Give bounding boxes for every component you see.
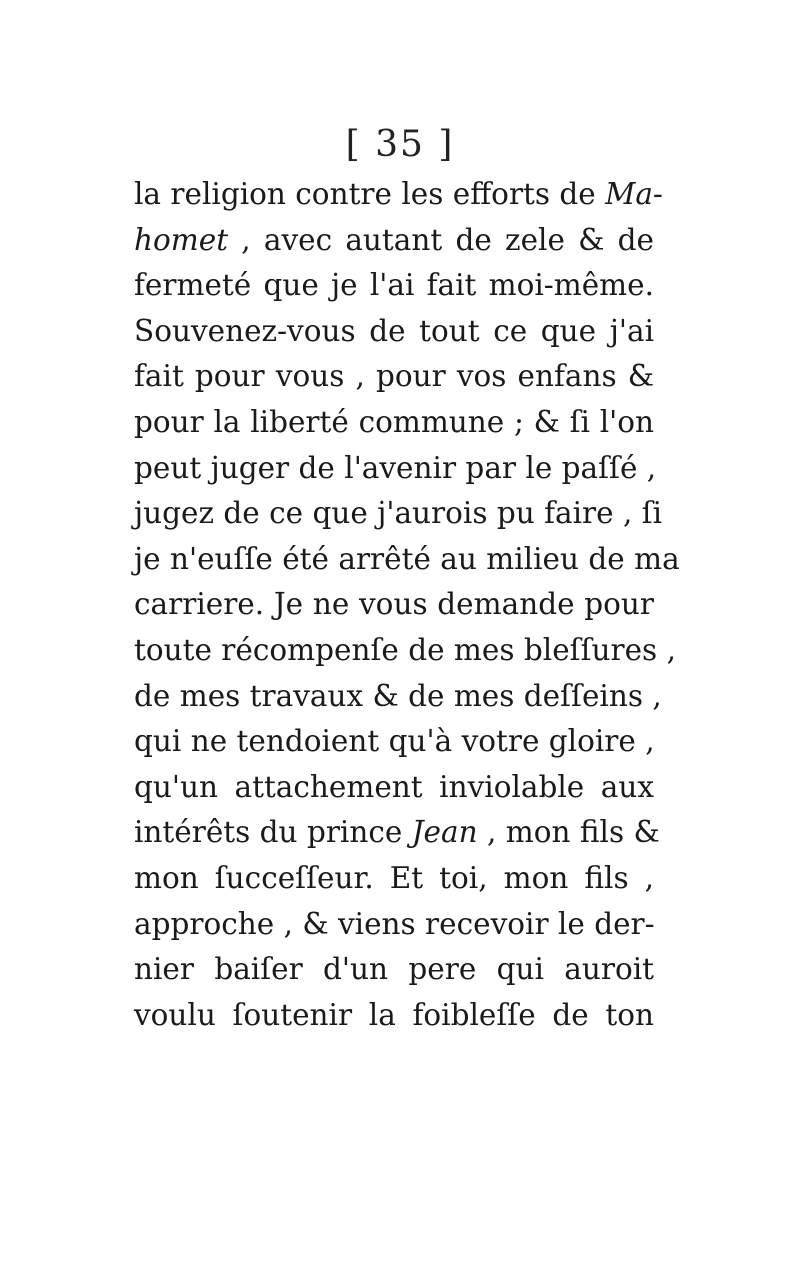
text-segment: intérêts du prince bbox=[134, 815, 412, 850]
text-segment: la religion contre les efforts de bbox=[134, 177, 606, 211]
text-line bbox=[134, 993, 654, 1039]
text-segment: nier baiſer d'un pere qui auroit bbox=[134, 952, 654, 987]
text-line bbox=[134, 354, 654, 400]
text-line bbox=[134, 810, 660, 856]
text-segment: peut juger de l'avenir par le paſſé , bbox=[134, 450, 657, 485]
italic-text: Jean bbox=[411, 815, 478, 850]
text-segment: jugez de ce que j'aurois pu faire , ſi bbox=[134, 496, 663, 531]
text-segment: voulu ſoutenir la foibleſſe de ton bbox=[134, 997, 654, 1032]
body-text bbox=[134, 172, 680, 1038]
text-line bbox=[134, 674, 662, 720]
text-segment: Souvenez-vous de tout ce que j'ai bbox=[134, 313, 654, 348]
text-line bbox=[134, 172, 663, 218]
text-line bbox=[134, 628, 676, 674]
text-line bbox=[134, 491, 663, 537]
italic-text: Ma- bbox=[605, 177, 663, 211]
text-line bbox=[134, 947, 654, 993]
text-line bbox=[134, 719, 654, 765]
text-line bbox=[134, 902, 654, 948]
text-segment: fermeté que je l'ai fait moi-même. bbox=[134, 268, 654, 303]
text-line bbox=[134, 856, 654, 902]
page-number: [ 35 ] bbox=[345, 124, 455, 165]
text-line bbox=[134, 309, 654, 355]
text-segment: , avec autant de zele & de bbox=[228, 222, 654, 257]
text-segment: je n'euſſe été arrêté au milieu de ma bbox=[134, 541, 680, 576]
text-line bbox=[134, 765, 654, 811]
text-line bbox=[134, 446, 657, 492]
text-segment: mon ſucceſſeur. Et toi, mon fils , bbox=[134, 860, 654, 895]
text-segment: qu'un attachement inviolable aux bbox=[134, 769, 654, 804]
italic-text: homet bbox=[134, 222, 229, 257]
text-segment: toute récompenſe de mes bleſſures , bbox=[134, 632, 676, 667]
text-segment: fait pour vous , pour vos enfans & bbox=[134, 359, 654, 394]
text-segment: approche , & viens recevoir le der- bbox=[134, 906, 655, 941]
text-line bbox=[134, 537, 680, 583]
text-line bbox=[134, 263, 654, 309]
text-line bbox=[134, 400, 654, 446]
text-segment: pour la liberté commune ; & ſi l'on bbox=[134, 404, 654, 439]
text-segment: , mon fils & bbox=[477, 815, 660, 850]
text-line bbox=[134, 218, 654, 264]
text-segment: de mes travaux & de mes deſſeins , bbox=[134, 678, 662, 713]
text-line bbox=[134, 582, 654, 628]
text-segment: qui ne tendoient qu'à votre gloire , bbox=[134, 724, 655, 759]
text-segment: carriere. Je ne vous demande pour bbox=[134, 587, 654, 622]
